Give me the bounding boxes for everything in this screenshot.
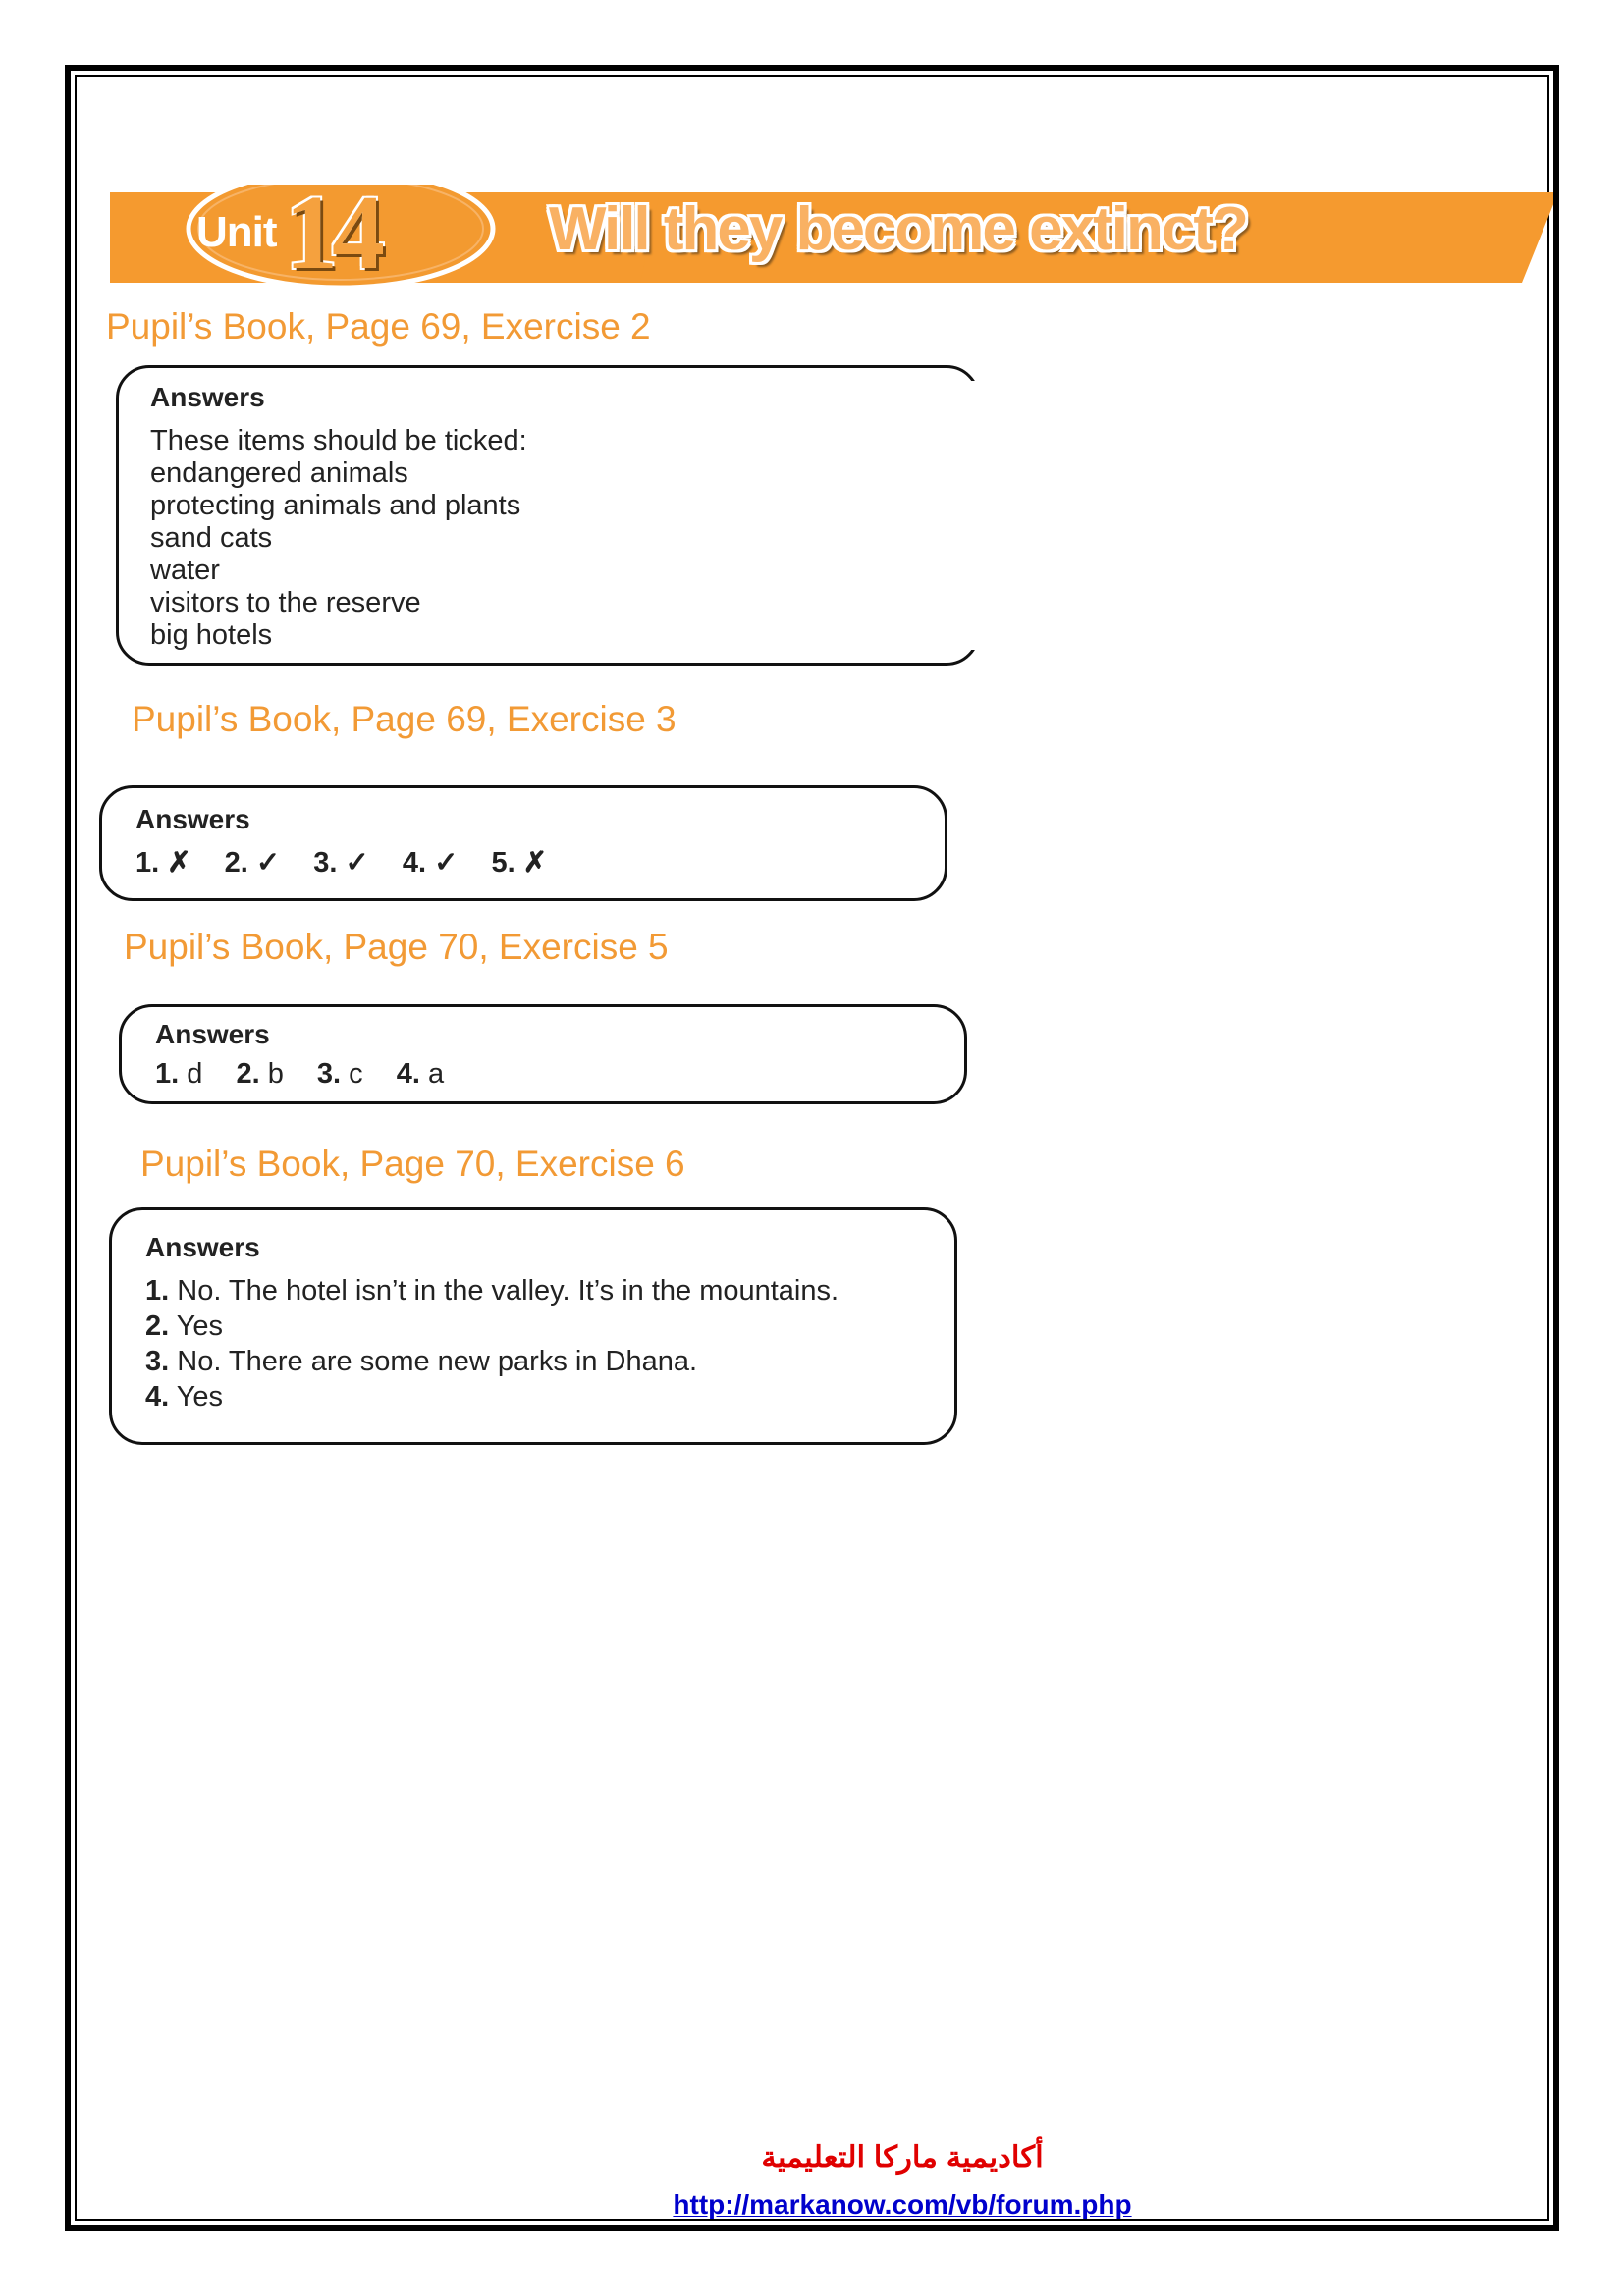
answer-line: visitors to the reserve — [150, 587, 421, 618]
footer-forum-link[interactable]: http://markanow.com/vb/forum.php — [673, 2189, 1132, 2219]
answer-item: 4. a — [396, 1058, 445, 1090]
answer-box — [109, 1207, 957, 1445]
answers-label: Answers — [150, 382, 265, 412]
answer-item: 5. ✗ — [491, 847, 548, 879]
answer-item: 3. ✓ — [313, 847, 369, 879]
answer-line: These items should be ticked: — [150, 425, 527, 456]
answer-box — [116, 365, 980, 666]
unit-banner — [110, 175, 1553, 293]
answer-item: 3. c — [316, 1058, 363, 1090]
unit-label: Unit — [196, 208, 277, 256]
answer-row — [155, 1058, 469, 1091]
answer-line: endangered animals — [150, 457, 408, 489]
answer-line: 1. No. The hotel isn’t in the valley. It’s in the mountains. — [145, 1275, 839, 1307]
answer-line: 4. Yes — [145, 1381, 224, 1413]
box-crop-mask — [957, 381, 997, 650]
answer-lines — [150, 425, 527, 652]
answer-line: water — [150, 555, 220, 586]
answer-line: 2. Yes — [145, 1310, 224, 1342]
answer-box — [119, 1004, 967, 1104]
unit-number: 14 — [285, 175, 379, 292]
exercise-heading: Pupil’s Book, Page 69, Exercise 2 — [106, 306, 651, 347]
answer-line: 3. No. There are some new parks in Dhana. — [145, 1346, 698, 1377]
answer-box — [99, 785, 947, 901]
answer-item: 2. ✓ — [224, 847, 281, 879]
exercise-heading: Pupil’s Book, Page 70, Exercise 5 — [124, 927, 669, 967]
unit-title: Will they become extinct? — [549, 195, 1247, 263]
answers-label: Answers — [135, 804, 250, 834]
answer-item: 1. ✗ — [135, 847, 191, 879]
exercise-heading: Pupil’s Book, Page 70, Exercise 6 — [140, 1144, 685, 1184]
answer-lines — [145, 1273, 839, 1415]
answer-row — [135, 845, 572, 880]
answers-label: Answers — [155, 1019, 270, 1049]
answer-item: 2. b — [236, 1058, 284, 1090]
footer-academy-name: أكاديمية ماركا التعليمية — [761, 2140, 1044, 2174]
answer-item: 1. d — [155, 1058, 203, 1090]
answer-line: sand cats — [150, 522, 273, 554]
answer-line: big hotels — [150, 619, 273, 651]
exercise-heading: Pupil’s Book, Page 69, Exercise 3 — [132, 699, 677, 739]
answer-line: protecting animals and plants — [150, 490, 521, 521]
answer-item: 4. ✓ — [402, 847, 459, 879]
answers-label: Answers — [145, 1232, 260, 1262]
